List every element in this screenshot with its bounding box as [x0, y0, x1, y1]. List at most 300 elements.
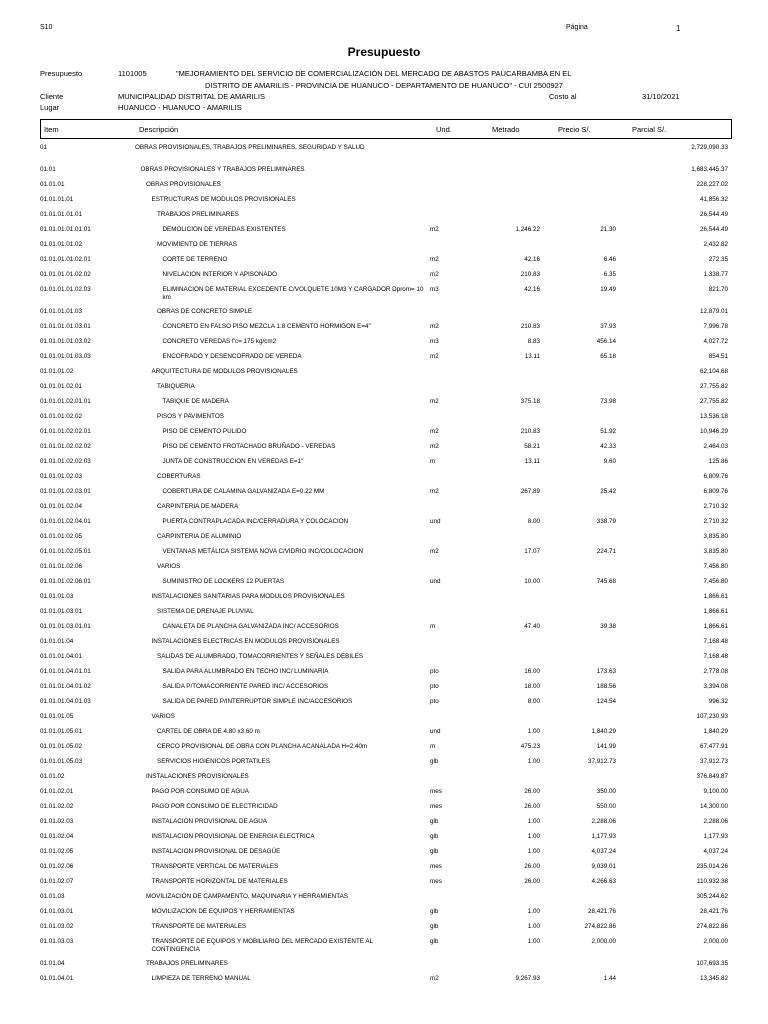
row-metrado: 13.11: [524, 353, 540, 360]
row-description: VARIOS: [157, 563, 181, 570]
row-description: TRANSPORTE DE EQUIPOS Y MOBILIARIO DEL MERCADO EXISTENTE AL CONTINGENCIA: [151, 938, 373, 954]
row-unit: glb: [430, 923, 439, 930]
row-unit: m2: [430, 256, 439, 263]
row-unit: m2: [430, 353, 439, 360]
table-row: [0, 665, 768, 680]
row-metrado: 1.00: [527, 848, 540, 855]
row-description: PISO DE CEMENTO FROTACHADO BRUÑADO - VEREDAS: [162, 443, 336, 450]
row-description: ARQUITECTURA DE MODULOS PROVISIONALES: [151, 368, 298, 375]
row-unit: glb: [430, 938, 439, 945]
row-precio: 4,037.24: [591, 848, 616, 855]
table-row: [0, 365, 768, 380]
row-metrado: 1.00: [527, 818, 540, 825]
table-row: [0, 830, 768, 845]
row-unit: und: [430, 728, 441, 735]
row-precio: 6.46: [603, 256, 616, 263]
row-description: MOVIMIENTO DE TIERRAS: [157, 241, 237, 248]
row-metrado: 1.00: [527, 938, 540, 945]
row-description: CANALETA DE PLANCHA GALVANIZADA INC/ ACCESORIOS: [162, 623, 339, 630]
row-unit: pto: [430, 668, 439, 675]
row-parcial: 7,456.80: [703, 578, 728, 585]
table-row: [0, 223, 768, 238]
table-row: [0, 455, 768, 470]
row-item-code: 01.01.02.06: [40, 863, 74, 870]
costo-label: Costo al: [549, 92, 577, 101]
row-item-code: 01.01.01.02.02.01: [40, 428, 91, 435]
row-parcial: 1,840.29: [703, 728, 728, 735]
row-item-code: 01.01.01.02.01.01: [40, 398, 91, 405]
table-row: [0, 253, 768, 268]
row-unit: m2: [430, 226, 439, 233]
table-row: [0, 530, 768, 545]
table-row: [0, 972, 768, 987]
table-row: [0, 350, 768, 365]
row-metrado: 13.11: [524, 458, 540, 465]
row-description: OBRAS PROVISIONALES, TRABAJOS PRELIMINARES, SEGURIDAD Y SALUD: [135, 144, 365, 151]
row-unit: mes: [430, 878, 442, 885]
row-item-code: 01.01.01.01.02.01: [40, 256, 91, 263]
table-row: [0, 305, 768, 320]
row-parcial: 272.35: [708, 256, 728, 263]
row-parcial: 27,755.82: [699, 398, 728, 405]
table-row: [0, 515, 768, 530]
row-description: PAGO POR CONSUMO DE AGUA: [151, 788, 249, 795]
row-precio: 274,822.86: [584, 923, 616, 930]
row-description: PISOS Y PAVIMENTOS: [157, 413, 224, 420]
table-row: [0, 560, 768, 575]
row-item-code: 01.01.01.01.02.03: [40, 286, 91, 293]
row-metrado: 42.16: [524, 256, 540, 263]
row-description: SALIDA DE PARED P/INTERRUPTOR SIMPLE INC/ACCESORIOS: [162, 698, 353, 705]
row-item-code: 01.01.02: [40, 773, 65, 780]
col-descripcion: Descripción: [139, 125, 179, 134]
table-row: [0, 800, 768, 815]
row-precio: 37.93: [600, 323, 616, 330]
row-metrado: 9,267.93: [515, 975, 540, 982]
row-unit: mes: [430, 788, 442, 795]
row-parcial: 821.70: [708, 286, 728, 293]
row-parcial: 4,027.72: [703, 338, 728, 345]
row-item-code: 01.01.02.01: [40, 788, 74, 795]
row-precio: 1.44: [603, 975, 616, 982]
row-item-code: 01.01.01.04.01: [40, 653, 83, 660]
row-description: CERCO PROVISIONAL DE OBRA CON PLANCHA ACANALADA H=2.40m: [157, 743, 368, 750]
table-row: [0, 635, 768, 650]
row-precio: 21.30: [600, 226, 616, 233]
row-description: INSTALACION PROVISIONAL DE AGUA: [151, 818, 267, 825]
row-item-code: 01.01.01.05: [40, 713, 74, 720]
row-item-code: 01.01.01.02.04: [40, 503, 83, 510]
row-parcial: 2,710.32: [703, 503, 728, 510]
row-description: INSTALACION PROVISIONAL DE ENERGIA ELECTRICA: [151, 833, 315, 840]
row-parcial: 1,683,445.37: [691, 166, 728, 173]
row-item-code: 01.01.01.01.02: [40, 241, 83, 248]
row-description: VARIOS: [151, 713, 175, 720]
row-description: INSTALACIONES PROVISIONALES: [146, 773, 249, 780]
row-parcial: 27,755.82: [699, 383, 728, 390]
row-description: SUMINISTRO DE LOCKERS 12 PUERTAS: [162, 578, 285, 585]
row-precio: 25.42: [600, 488, 616, 495]
row-unit: mes: [430, 803, 442, 810]
row-unit: m2: [430, 271, 439, 278]
row-parcial: 7,168.48: [703, 638, 728, 645]
row-parcial: 376,849.87: [696, 773, 728, 780]
row-parcial: 7,456.80: [703, 563, 728, 570]
row-parcial: 26,544.49: [699, 226, 728, 233]
row-description: PUERTA CONTRAPLACADA INC/CERRADURA Y COLOCACION: [162, 518, 349, 525]
table-row: [0, 755, 768, 770]
table-row: [0, 485, 768, 500]
row-precio: 224.71: [596, 548, 616, 555]
row-description: ESTRUCTURAS DE MODULOS PROVISIONALES: [151, 196, 296, 203]
row-metrado: 267.89: [520, 488, 540, 495]
row-precio: 1,177.93: [591, 833, 616, 840]
row-parcial: 107,693.35: [696, 960, 728, 967]
row-unit: m2: [430, 975, 439, 982]
row-parcial: 7,996.78: [703, 323, 728, 330]
row-parcial: 228,227.02: [696, 181, 728, 188]
table-row: [0, 425, 768, 440]
row-item-code: 01.01.01.04: [40, 638, 74, 645]
row-item-code: 01.01.01.02: [40, 368, 74, 375]
row-parcial: 9,100.00: [703, 788, 728, 795]
row-metrado: 10.00: [524, 578, 540, 585]
row-unit: m2: [430, 488, 439, 495]
row-precio: 6.35: [603, 271, 616, 278]
row-description: NIVELACION INTERIOR Y APISONADO: [162, 271, 278, 278]
col-parcial: Parcial S/.: [632, 125, 667, 134]
row-item-code: 01.01.02.07: [40, 878, 74, 885]
table-row: [0, 620, 768, 635]
presupuesto-code: 1101005: [118, 69, 147, 78]
row-precio: 28,421.76: [587, 908, 616, 915]
row-description: DEMOLICION DE VEREDAS EXISTENTES: [162, 226, 286, 233]
table-row: [0, 283, 768, 305]
row-description: CARTEL DE OBRA DE 4.80 x3.60 m: [157, 728, 260, 735]
row-unit: m2: [430, 548, 439, 555]
row-description: SALIDA PARA ALUMBRADO EN TECHO INC/ LUMINARIA: [162, 668, 329, 675]
row-item-code: 01.01.01.02.02: [40, 413, 83, 420]
row-item-code: 01.01.01.02.04.01: [40, 518, 91, 525]
row-description: SALIDAS DE ALUMBRADO, TOMACORRIENTES Y SEÑALES DEBILES: [157, 653, 363, 660]
row-precio: 141.99: [596, 743, 616, 750]
row-parcial: 13,345.82: [699, 975, 728, 982]
row-unit: pto: [430, 698, 439, 705]
row-description: VENTANAS METÁLICA SISTEMA NOVA C/VIDRIO INC/COLOCACION: [162, 548, 364, 555]
row-parcial: 10,946.29: [699, 428, 728, 435]
row-metrado: 58.21: [524, 443, 540, 450]
row-metrado: 8.00: [527, 698, 540, 705]
row-parcial: 274,822.86: [696, 923, 728, 930]
row-parcial: 3,835.80: [703, 533, 728, 540]
row-parcial: 7,168.48: [703, 653, 728, 660]
table-row: [0, 605, 768, 620]
row-item-code: 01.01.01.02.02.03: [40, 458, 91, 465]
s10-label: S10: [40, 24, 53, 31]
row-item-code: 01.01: [40, 166, 56, 173]
col-precio: Precio S/.: [558, 125, 591, 134]
row-item-code: 01.01.01.02.01: [40, 383, 83, 390]
row-parcial: 6,809.76: [703, 473, 728, 480]
row-metrado: 1.00: [527, 833, 540, 840]
row-parcial: 6,809.76: [703, 488, 728, 495]
row-precio: 173.63: [596, 668, 616, 675]
row-description: OBRAS DE CONCRETO SIMPLE: [157, 308, 253, 315]
table-row: [0, 695, 768, 710]
row-description: TRANSPORTE DE MATERIALES: [151, 923, 247, 930]
row-precio: 19.49: [600, 286, 616, 293]
row-description: CONCRETO EN FALSO PISO MEZCLA 1:8 CEMENTO HORMIGON E=4": [162, 323, 371, 330]
row-precio: 2,288.06: [591, 818, 616, 825]
row-parcial: 41,856.32: [699, 196, 728, 203]
row-description: MOVILIZACIÓN DE CAMPAMENTO, MAQUINARIA Y HERRAMIENTAS: [146, 893, 348, 900]
row-description: CARPINTERIA DE MADERA: [157, 503, 239, 510]
row-unit: mes: [430, 863, 442, 870]
row-parcial: 2,432.82: [703, 241, 728, 248]
row-unit: m: [430, 623, 436, 630]
row-item-code: 01.01.01.03: [40, 593, 74, 600]
row-parcial: 125.86: [708, 458, 728, 465]
table-row: [0, 710, 768, 725]
row-item-code: 01.01.01.02.02.02: [40, 443, 91, 450]
row-item-code: 01.01.02.04: [40, 833, 74, 840]
table-row: [0, 193, 768, 208]
row-description: TRANSPORTE HORIZONTAL DE MATERIALES: [151, 878, 288, 885]
presupuesto-label: Presupuesto: [40, 69, 83, 78]
row-description: INSTALACIONES SANITARIAS PARA MODULOS PROVISIONALES: [151, 593, 345, 600]
row-item-code: 01.01.01.05.03: [40, 758, 83, 765]
row-metrado: 375.18: [520, 398, 540, 405]
row-metrado: 26.00: [524, 788, 540, 795]
row-item-code: 01.01.03.01: [40, 908, 74, 915]
row-parcial: 67,477.91: [699, 743, 728, 750]
row-unit: m3: [430, 338, 439, 345]
row-item-code: 01.01.01.01.03.03: [40, 353, 91, 360]
row-parcial: 2,000.00: [703, 938, 728, 945]
row-unit: m2: [430, 443, 439, 450]
row-item-code: 01.01.01.03.01: [40, 608, 83, 615]
row-parcial: 3,394.08: [703, 683, 728, 690]
table-row: [0, 680, 768, 695]
row-description: TRANSPORTE VERTICAL DE MATERIALES: [151, 863, 279, 870]
row-description: JUNTA DE CONSTRUCCION EN VEREDAS E=1": [162, 458, 304, 465]
row-precio: 37,912.73: [587, 758, 616, 765]
row-description: ENCOFRADO Y DESENCOFRADO DE VEREDA: [162, 353, 302, 360]
row-metrado: 26.00: [524, 803, 540, 810]
row-item-code: 01.01.01.01.01: [40, 211, 83, 218]
row-precio: 51.92: [600, 428, 616, 435]
table-row: [0, 335, 768, 350]
row-precio: 4,266.63: [591, 878, 616, 885]
row-parcial: 107,230.93: [696, 713, 728, 720]
row-unit: m2: [430, 323, 439, 330]
row-parcial: 28,421.76: [699, 908, 728, 915]
lugar-label: Lugar: [40, 103, 60, 112]
row-description: INSTALACIONES ELECTRICAS EN MODULOS PROVISIONALES: [151, 638, 340, 645]
row-metrado: 26.00: [524, 863, 540, 870]
row-unit: m2: [430, 428, 439, 435]
row-parcial: 110,932.38: [696, 878, 728, 885]
row-parcial: 2,464.03: [703, 443, 728, 450]
row-precio: 550.00: [596, 803, 616, 810]
row-description: CORTE DE TERRENO: [162, 256, 228, 263]
row-description: SISTEMA DE DRENAJE PLUVIAL: [157, 608, 254, 615]
row-parcial: 2,288.06: [703, 818, 728, 825]
row-parcial: 14,300.00: [699, 803, 728, 810]
row-metrado: 18.00: [524, 683, 540, 690]
table-row: [0, 575, 768, 590]
row-metrado: 210.83: [520, 323, 540, 330]
table-row: [0, 785, 768, 800]
row-precio: 9.60: [603, 458, 616, 465]
row-unit: glb: [430, 833, 439, 840]
row-parcial: 2,778.08: [703, 668, 728, 675]
row-precio: 456.14: [596, 338, 616, 345]
table-row: [0, 860, 768, 875]
row-metrado: 1,246.22: [515, 226, 540, 233]
table-row: [0, 890, 768, 905]
table-row: [0, 395, 768, 410]
row-item-code: 01.01.02.02: [40, 803, 74, 810]
row-parcial: 1,177.93: [703, 833, 728, 840]
row-item-code: 01.01.02.05: [40, 848, 74, 855]
cliente-label: Cliente: [40, 92, 64, 101]
row-item-code: 01.01.04: [40, 960, 65, 967]
table-row: [0, 740, 768, 755]
table-row: [0, 920, 768, 935]
row-metrado: 16.00: [524, 668, 540, 675]
table-row: [0, 935, 768, 957]
table-row: [0, 380, 768, 395]
row-item-code: 01.01.01.02.05: [40, 533, 83, 540]
row-unit: glb: [430, 908, 439, 915]
row-precio: 42.33: [600, 443, 616, 450]
row-unit: m: [430, 743, 436, 750]
table-row: [0, 238, 768, 253]
table-row: [0, 590, 768, 605]
row-parcial: 2,710.32: [703, 518, 728, 525]
row-parcial: 2,729,090.33: [691, 144, 728, 151]
presupuesto-name: "MEJORAMIENTO DEL SERVICIO DE COMERCIALIZACIÓN DEL MERCADO DE ABASTOS PAUCARBAMBA EN EL: [176, 69, 572, 78]
row-metrado: 1.00: [527, 758, 540, 765]
row-description: SALIDA P/TOMACORRIENTE PARED INC/ ACCESORIOS: [162, 683, 329, 690]
row-description: TABIQUERIA: [157, 383, 195, 390]
row-description: TRABAJOS PRELIMINARES: [146, 960, 228, 967]
row-item-code: 01.01.01.04.01.03: [40, 698, 91, 705]
costo-date: 31/10/2021: [642, 92, 680, 101]
row-item-code: 01.01.01.05.02: [40, 743, 83, 750]
row-precio: 188.56: [596, 683, 616, 690]
row-item-code: 01.01.01.01.01.01: [40, 226, 91, 233]
row-metrado: 8.83: [527, 338, 540, 345]
row-description: INSTALACION PROVISIONAL DE DESAGÜE: [151, 848, 281, 855]
row-item-code: 01.01.01.04.01.02: [40, 683, 91, 690]
row-parcial: 1,866.61: [703, 608, 728, 615]
row-metrado: 17.07: [524, 548, 540, 555]
row-description: OBRAS PROVISIONALES: [146, 181, 221, 188]
row-metrado: 1.00: [527, 728, 540, 735]
row-description: PISO DE CEMENTO PULIDO: [162, 428, 247, 435]
row-item-code: 01.01.01.04.01.01: [40, 668, 91, 675]
page-title: Presupuesto: [347, 45, 421, 59]
row-item-code: 01.01.01.01.02.02: [40, 271, 91, 278]
row-parcial: 37,912.73: [699, 758, 728, 765]
row-metrado: 1.00: [527, 923, 540, 930]
row-item-code: 01.01.01.01.03.02: [40, 338, 91, 345]
row-precio: 338.79: [596, 518, 616, 525]
row-precio: 73.98: [600, 398, 616, 405]
table-row: [0, 268, 768, 283]
row-parcial: 1,338.77: [703, 271, 728, 278]
row-parcial: 4,037.24: [703, 848, 728, 855]
row-item-code: 01.01.01.02.03: [40, 473, 83, 480]
row-precio: 1,840.29: [591, 728, 616, 735]
row-item-code: 01.01.01.01: [40, 196, 74, 203]
row-item-code: 01.01.01.01.03.01: [40, 323, 91, 330]
row-item-code: 01.01.01.03.01.01: [40, 623, 91, 630]
row-parcial: 62,104.68: [699, 368, 728, 375]
row-metrado: 26.00: [524, 878, 540, 885]
row-description: COBERTURAS: [157, 473, 201, 480]
row-parcial: 235,014.26: [696, 863, 728, 870]
table-row: [0, 845, 768, 860]
table-row: [0, 815, 768, 830]
table-row: [0, 470, 768, 485]
table-row: [0, 770, 768, 785]
row-parcial: 305,244.62: [696, 893, 728, 900]
row-metrado: 8.00: [527, 518, 540, 525]
row-parcial: 13,536.18: [699, 413, 728, 420]
row-precio: 124.54: [596, 698, 616, 705]
table-row: [0, 500, 768, 515]
table-row: [0, 725, 768, 740]
row-parcial: 1,866.61: [703, 593, 728, 600]
row-item-code: 01.01.03: [40, 893, 65, 900]
row-precio: 65.18: [600, 353, 616, 360]
row-description: CONCRETO VEREDAS f'c= 175 kg/cm2: [162, 338, 277, 345]
row-precio: 9,039.01: [591, 863, 616, 870]
cliente-value: MUNICIPALIDAD DISTRITAL DE AMARILIS: [118, 92, 265, 101]
row-precio: 39.38: [600, 623, 616, 630]
row-description: LIMPIEZA DE TERRENO MANUAL: [151, 975, 251, 982]
row-unit: glb: [430, 818, 439, 825]
row-unit: pto: [430, 683, 439, 690]
lugar-value: HUANUCO - HUANUCO - AMARILIS: [118, 103, 242, 112]
table-row: [0, 440, 768, 455]
row-parcial: 1,866.61: [703, 623, 728, 630]
col-metrado: Metrado: [492, 125, 520, 134]
row-item-code: 01.01.01.02.06.01: [40, 578, 91, 585]
table-row: [0, 163, 768, 178]
row-precio: 2,000.00: [591, 938, 616, 945]
row-item-code: 01.01.03.02: [40, 923, 74, 930]
table-row: [0, 650, 768, 665]
row-unit: m: [430, 458, 436, 465]
row-parcial: 3,835.80: [703, 548, 728, 555]
row-metrado: 210.83: [520, 271, 540, 278]
row-item-code: 01.01.01.02.03.01: [40, 488, 91, 495]
table-row: [0, 875, 768, 890]
row-parcial: 996.32: [708, 698, 728, 705]
row-item-code: 01.01.03.03: [40, 938, 74, 945]
table-row: [0, 208, 768, 223]
row-parcial: 26,544.49: [699, 211, 728, 218]
row-precio: 350.00: [596, 788, 616, 795]
table-row: [0, 957, 768, 972]
row-parcial: 12,879.01: [699, 308, 728, 315]
row-item-code: 01: [40, 144, 48, 151]
row-description: TABIQUE DE MADERA: [162, 398, 229, 405]
